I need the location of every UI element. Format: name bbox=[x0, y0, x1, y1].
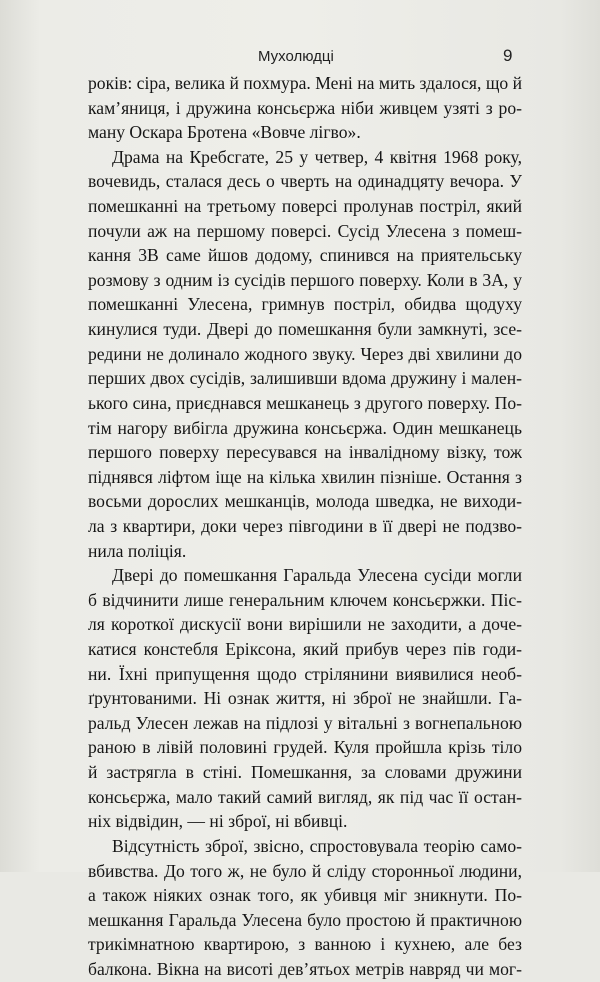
text-line: консьєржа, мало такий самий вигляд, як під час її остан- bbox=[88, 786, 522, 807]
text-line: нила поліція. bbox=[88, 540, 187, 561]
text-line: ького сина, приєднався мешканець з другого поверху. По- bbox=[88, 392, 522, 413]
text-line: ральд Улесен лежав на підлозі у вітальні з вогнепальною bbox=[88, 712, 522, 733]
text-line: й застрягла в стіні. Помешкання, за словами дружини bbox=[88, 762, 522, 783]
text-line: балкона. Вікна на висоті дев’ятьох метрів навряд чи мог- bbox=[88, 958, 522, 979]
paragraph bbox=[88, 834, 522, 982]
text-line: почули аж на першому поверсі. Сусід Улесена з помеш- bbox=[88, 220, 522, 241]
text-line: розмову з одним із сусідів першого поверху. Коли в 3А, у bbox=[88, 269, 522, 290]
running-head bbox=[0, 48, 600, 72]
text-line: кання 3В саме йшов додому, спинився на приятельську bbox=[88, 245, 522, 266]
text-line: мешкання Гаральда Улесена було простою й практичною bbox=[88, 909, 522, 930]
text-line: помешканні Улесена, гримнув постріл, обидва щодуху bbox=[88, 294, 522, 315]
text-line: вбивства. До того ж, не було й сліду сторонньої людини, bbox=[88, 860, 522, 881]
text-line: а також ніяких ознак того, як убивця міг зникнути. По- bbox=[88, 885, 522, 906]
paragraph bbox=[88, 71, 522, 145]
text-line: перших двох сусідів, залишивши вдома дружину і мален- bbox=[88, 368, 522, 389]
text-line: ля короткої дискусії вони вирішили не заходити, а доче- bbox=[88, 614, 522, 635]
text-line: років: сіра, велика й похмура. Мені на мить здалося, що й bbox=[88, 73, 522, 93]
text-line: Двері до помешкання Гаральда Улесена сусіди могли bbox=[112, 565, 522, 586]
text-line: кам’яниця, і дружина консьєржа ніби живцем узяті з ро- bbox=[88, 97, 522, 118]
text-line: ла з квартири, доки через півгодини в її двері не подзво- bbox=[88, 515, 522, 536]
text-line: кинулися туди. Двері до помешкання були замкнуті, зсе- bbox=[88, 319, 522, 340]
text-line: помешканні на третьому поверсі пролунав постріл, який bbox=[88, 196, 522, 217]
paragraph bbox=[88, 145, 522, 563]
text-line: піднявся ліфтом іще на кілька хвилин пізніше. Остання з bbox=[88, 466, 522, 487]
text-line: Драма на Кребсгате, 25 у четвер, 4 квітня 1968 року, bbox=[112, 146, 522, 167]
text-line: редини не долинало жодного звуку. Через дві хвилини до bbox=[88, 343, 522, 364]
text-line: ману Оскара Бротена «Вовче лігво». bbox=[88, 122, 361, 143]
running-title: Мухолюдці bbox=[258, 48, 334, 65]
text-line: ни. Їхні припущення щодо стрілянини виявилися необ- bbox=[88, 663, 522, 684]
text-line: вочевидь, сталася десь о чверть на одинадцяту вечора. У bbox=[88, 171, 522, 192]
text-line: тім нагору вибігла дружина консьєржа. Один мешканець bbox=[88, 417, 522, 438]
text-line: Відсутність зброї, звісно, спростовувала теорію само- bbox=[112, 835, 522, 856]
body-text bbox=[88, 71, 522, 982]
text-line: восьми дорослих мешканців, молода шведка, не виходи- bbox=[88, 491, 522, 512]
text-line: ґрунтованими. Ні ознак життя, ні зброї не знайшли. Га- bbox=[88, 688, 522, 709]
text-line: раною в лівій половині грудей. Куля пройшла крізь тіло bbox=[88, 737, 522, 758]
text-line: б відчинити лише генеральним ключем консьєржки. Піс- bbox=[88, 589, 522, 610]
text-line: першого поверху пересувався на інвалідному візку, тож bbox=[88, 442, 522, 463]
text-line: катися констебля Еріксона, який прибув через пів годи- bbox=[88, 639, 522, 660]
paragraph bbox=[88, 563, 522, 834]
text-line: ніх відвідин, — ні зброї, ні вбивці. bbox=[88, 811, 348, 832]
page-number: 9 bbox=[503, 46, 513, 65]
text-line: трикімнатною квартирою, з ванною і кухнею, але без bbox=[88, 934, 522, 955]
